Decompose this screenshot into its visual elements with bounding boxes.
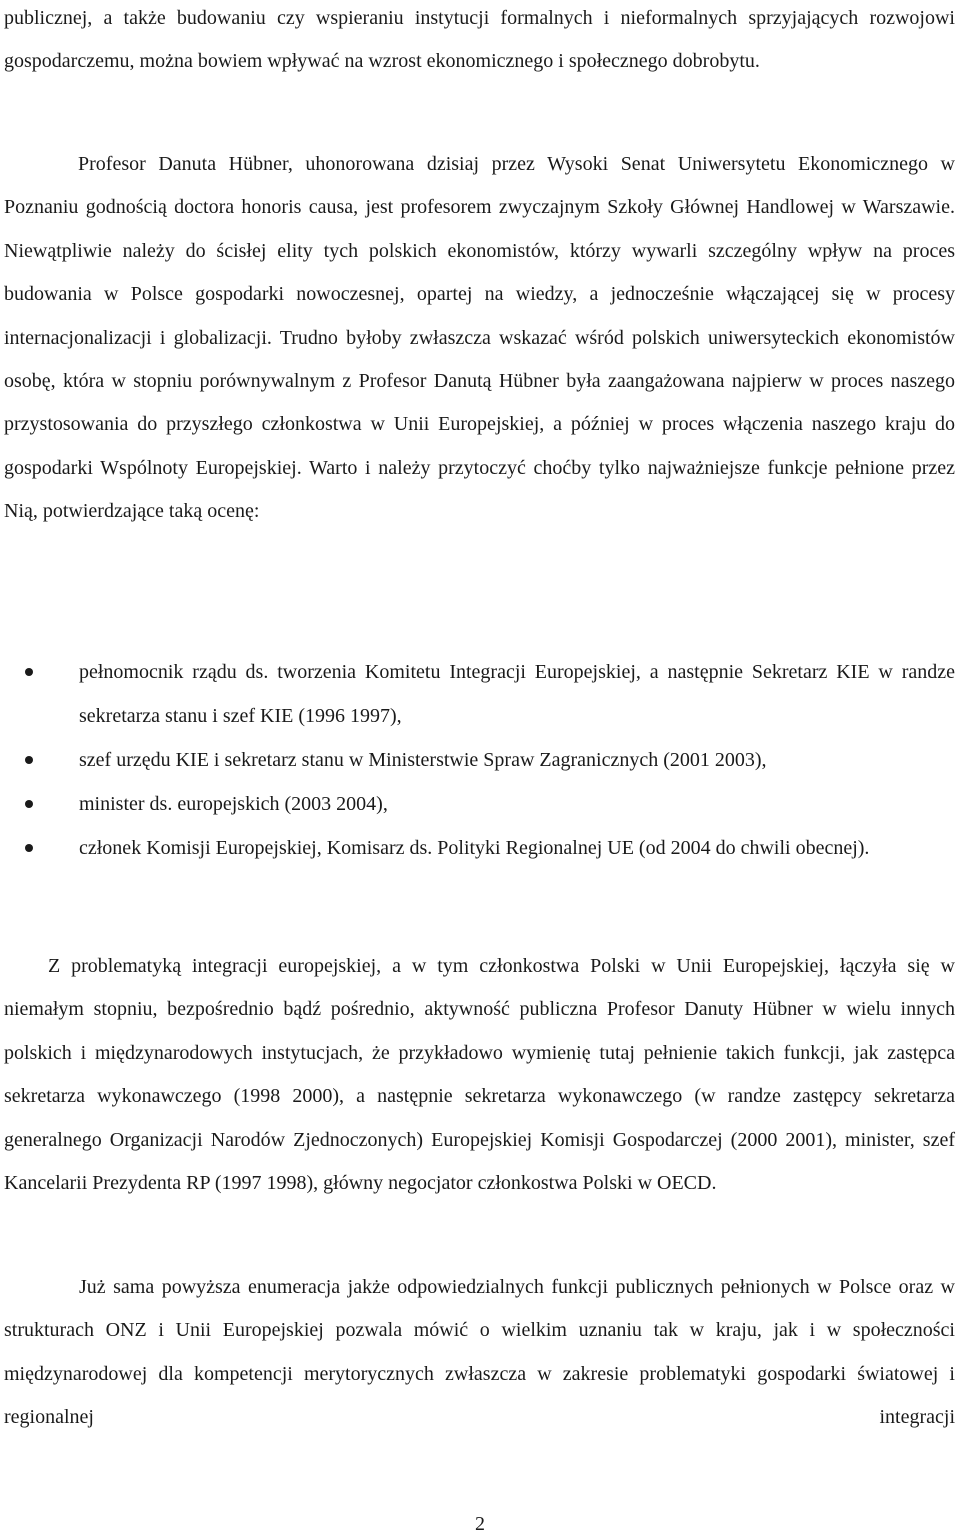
list-item [0,650,955,738]
list-item-text: szef urzędu KIE i sekretarz stanu w Ministerstwie Spraw Zagranicznych (2001 2003), [79,749,767,771]
paragraph-enumeration: Już sama powyższa enumeracja jakże odpowiedzialnych funkcji publicznych pełnionych w Polsce oraz w strukturach ONZ i Unii Europejskiej pozwala mówić o wielkim uznaniu tak w kraju, jak i w społeczności międzynarodowej dla kompetencji merytorycznych zwłaszcza w zakresie problematyki gospodarki światowej i regionalnej integracji [4,1276,955,1429]
list-item-text: członek Komisji Europejskiej, Komisarz ds. Polityki Regionalnej UE (od 2004 do chwili obecnej). [79,837,870,859]
paragraph-continuation: publicznej, a także budowaniu czy wspieraniu instytucji formalnych i nieformalnych sprzyjających rozwojowi gospodarczemu, można bowiem wpływać na wzrost ekonomicznego i społecznego dobrobytu. [4,7,955,72]
paragraph-profile: Profesor Danuta Hübner, uhonorowana dzisiaj przez Wysoki Senat Uniwersytetu Ekonomicznego w Poznaniu godnością doctora honoris causa, jest profesorem zwyczajnym Szkoły Głównej Handlowej w Warszawie. Niewątpliwie należy do ścisłej elity tych polskich ekonomistów, którzy wywarli szczególny wpływ na proces budowania w Polsce gospodarki nowoczesnej, opartej na wiedzy, a jednocześnie włączającej się w procesy internacjonalizacji i globalizacji. Trudno byłoby zwłaszcza wskazać wśród polskich uniwersyteckich ekonomistów osobę, która w stopniu porównywalnym z Profesor Danutą Hübner była zaangażowana najpierw w proces naszego przystosowania do przyszłego członkostwa w Unii Europejskiej, a później w proces włączenia naszego kraju do gospodarki Wspólnoty Europejskiej. Warto i należy przytoczyć choćby tylko najważniejsze funkcje pełnione przez Nią, potwierdzające taką ocenę: [4,153,955,523]
bullet-icon [25,844,33,852]
bullet-icon [25,800,33,808]
list-item [0,826,955,870]
list-item-text: pełnomocnik rządu ds. tworzenia Komitetu Integracji Europejskiej, a następnie Sekretarz KIE w randze sekretarza stanu i szef KIE (1996 1997), [79,661,955,727]
list-item-text: minister ds. europejskich (2003 2004), [79,793,388,815]
functions-list [0,650,960,870]
bullet-icon [25,668,33,676]
page-number: 2 [475,1513,485,1535]
list-item [0,738,955,782]
list-item [0,782,955,826]
bullet-icon [25,756,33,764]
paragraph-integration: Z problematyką integracji europejskiej, a w tym członkostwa Polski w Unii Europejskiej, łączyła się w niemałym stopniu, bezpośrednio bądź pośrednio, aktywność publiczna Profesor Danuty Hübner w wielu innych polskich i międzynarodowych instytucjach, że przykładowo wymienię tutaj pełnienie takich funkcji, jak zastępca sekretarza wykonawczego (1998 2000), a następnie sekretarza wykonawczego (w randze zastępcy sekretarza generalnego Organizacji Narodów Zjednoczonych) Europejskiej Komisji Gospodarczej (2000 2001), minister, szef Kancelarii Prezydenta RP (1997 1998), główny negocjator członkostwa Polski w OECD. [4,955,955,1195]
